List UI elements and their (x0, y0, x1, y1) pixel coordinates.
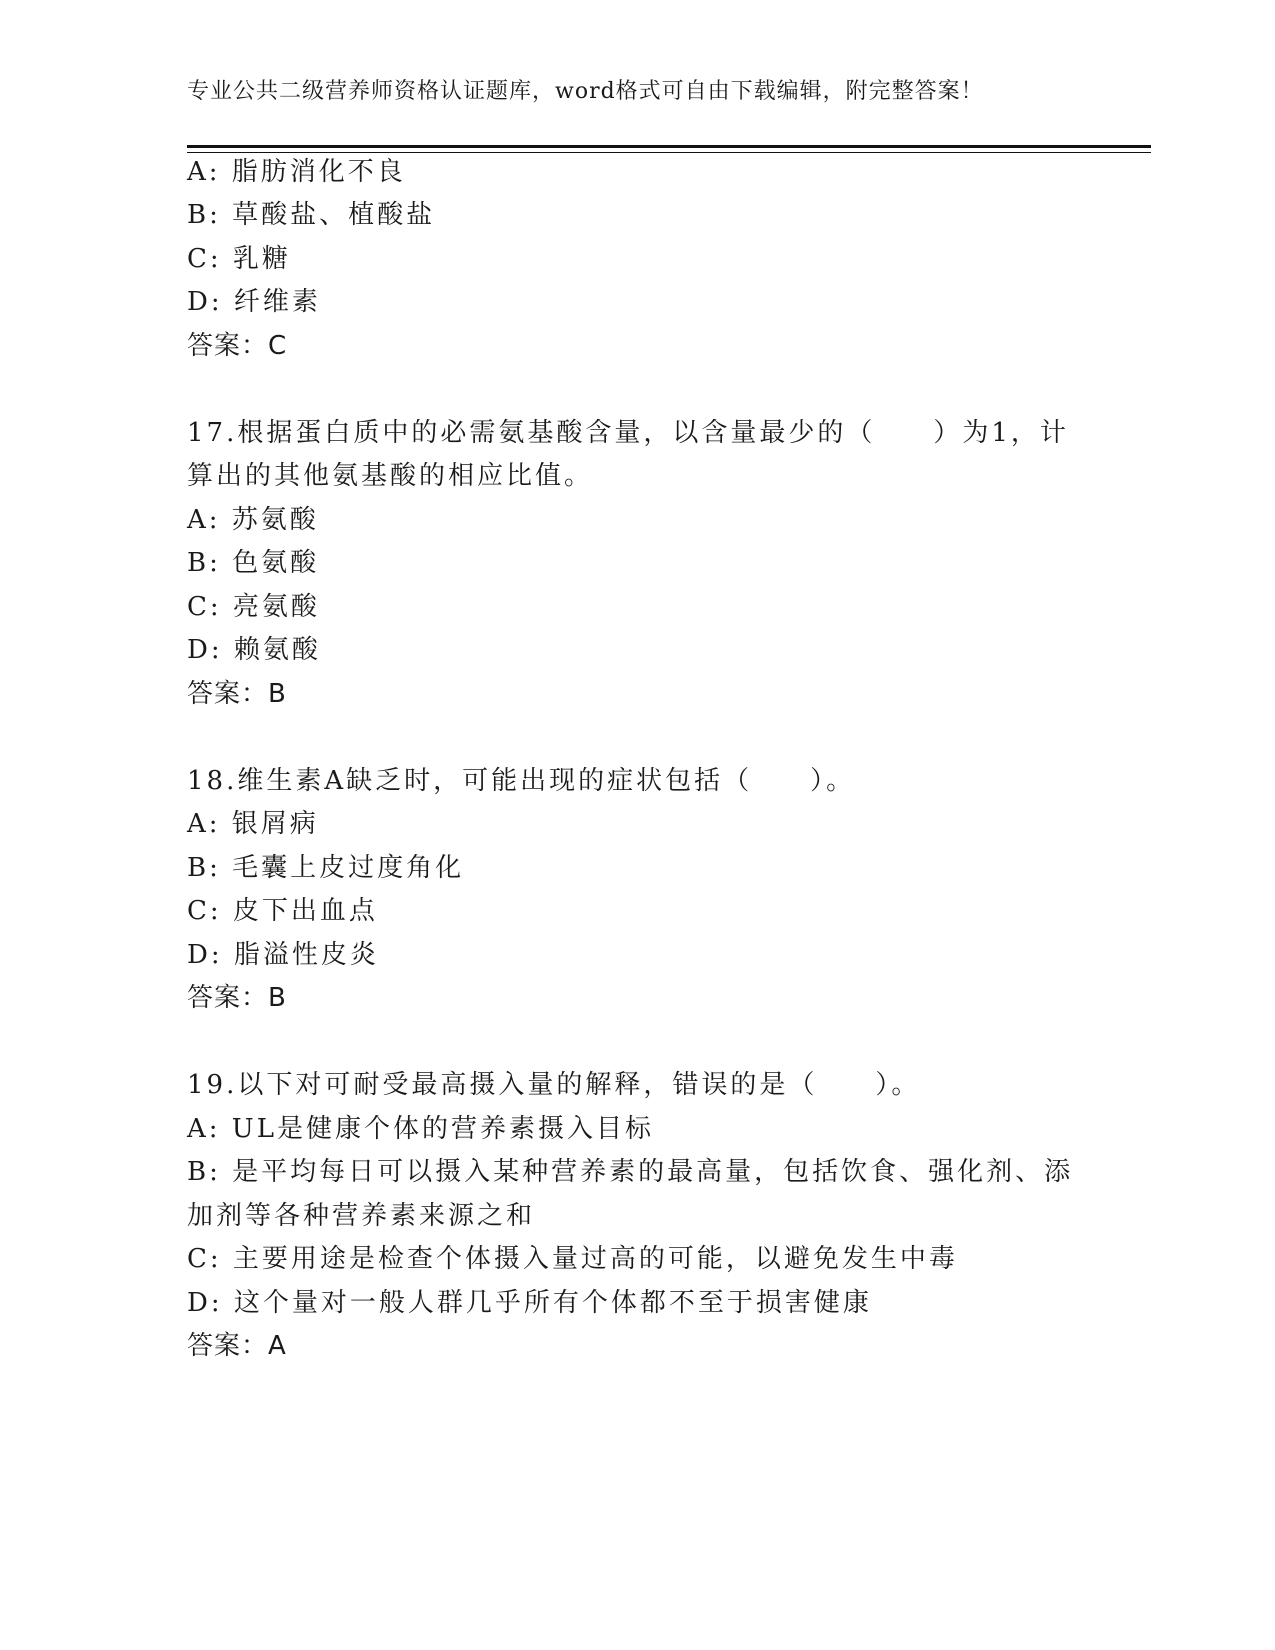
q18-option-d: D: 脂溢性皮炎 (187, 940, 379, 970)
q17-option-b: B: 色氨酸 (187, 548, 320, 578)
q19-option-c: C: 主要用途是检查个体摄入量过高的可能，以避免发生中毒 (187, 1244, 958, 1274)
q16-option-c: C: 乳糖 (187, 244, 291, 274)
q19-option-b-line2: 加剂等各种营养素来源之和 (187, 1201, 536, 1231)
q19-option-a: A: UL是健康个体的营养素摄入目标 (187, 1114, 654, 1144)
q16-option-a: A: 脂肪消化不良 (187, 157, 406, 187)
q19-stem-line1: 19.以下对可耐受最高摄入量的解释，错误的是（ ）。 (187, 1070, 921, 1100)
q17-option-d: D: 赖氨酸 (187, 635, 321, 665)
q19-option-d: D: 这个量对一般人群几乎所有个体都不至于损害健康 (187, 1288, 872, 1318)
q18-option-b: B: 毛囊上皮过度角化 (187, 853, 465, 883)
q18-stem-line1: 18.维生素A缺乏时，可能出现的症状包括（ ）。 (187, 766, 856, 796)
q19-answer: 答案：A (187, 1331, 287, 1361)
page-header: 专业公共二级营养师资格认证题库，word格式可自由下载编辑，附完整答案！ (187, 79, 984, 104)
q16-answer: 答案：C (187, 331, 288, 361)
header-divider (187, 145, 1151, 153)
q18-option-a: A: 银屑病 (187, 809, 319, 839)
q17-stem-line2: 算出的其他氨基酸的相应比值。 (187, 461, 594, 491)
q17-option-a: A: 苏氨酸 (187, 505, 319, 535)
q18-option-c: C: 皮下出血点 (187, 896, 378, 926)
q17-stem-line1: 17.根据蛋白质中的必需氨基酸含量，以含量最少的（ ）为1，计 (187, 418, 1069, 448)
q18-answer: 答案：B (187, 983, 287, 1013)
q17-answer: 答案：B (187, 679, 287, 709)
q16-option-d: D: 纤维素 (187, 287, 321, 317)
q17-option-c: C: 亮氨酸 (187, 592, 320, 622)
q19-option-b-line1: B: 是平均每日可以摄入某种营养素的最高量，包括饮食、强化剂、添 (187, 1157, 1074, 1187)
q16-option-b: B: 草酸盐、植酸盐 (187, 200, 436, 230)
